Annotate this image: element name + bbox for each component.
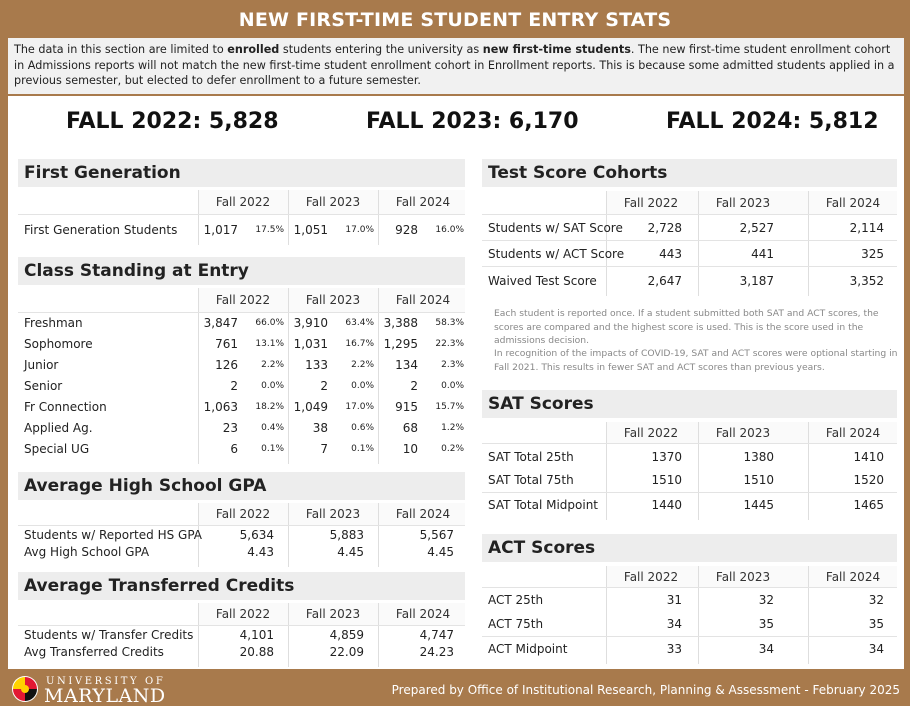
sat-row-label: SAT Total 75th (488, 473, 574, 487)
transfer-value: 4,747 (419, 628, 454, 642)
intro-text-1: The data in this section are limited to (14, 43, 228, 56)
act-col-header: Fall 2022 (623, 570, 679, 584)
class_standing-percent: 0.1% (261, 444, 284, 454)
intro-bold-2: new first-time students (482, 43, 631, 56)
transfer-heading: Average Transferred Credits (18, 572, 465, 600)
class_standing-value: 2 (320, 379, 328, 393)
test_cohorts-rule (482, 214, 897, 215)
transfer-value: 4,101 (239, 628, 274, 642)
class_standing-value: 3,847 (203, 316, 238, 330)
first_gen-row-label: First Generation Students (24, 223, 178, 237)
gpa-col-header: Fall 2022 (215, 507, 271, 521)
test_cohorts-rule (482, 266, 897, 267)
class_standing-value: 68 (402, 421, 418, 435)
class_standing-percent: 2.3% (441, 360, 464, 370)
act-value: 34 (758, 642, 774, 656)
gpa-heading: Average High School GPA (18, 472, 465, 500)
logo-maryland: MARYLAND (44, 685, 166, 706)
sat-row-label: SAT Total 25th (488, 450, 574, 464)
class_standing-percent: 63.4% (345, 318, 374, 328)
class_standing-value: 3,388 (383, 316, 418, 330)
class_standing-col-header: Fall 2023 (305, 293, 361, 307)
test_cohorts-rule (482, 240, 897, 241)
total-fall-2022: FALL 2022: 5,828 (66, 109, 279, 134)
sat-value: 1465 (853, 498, 884, 512)
class_standing-row-label: Junior (24, 358, 59, 372)
first_gen-percent: 16.0% (435, 225, 464, 235)
main-panel (8, 96, 904, 669)
class_standing-percent: 66.0% (255, 318, 284, 328)
gpa-value: 4.43 (247, 545, 274, 559)
class_standing-value: 2 (410, 379, 418, 393)
class_standing-percent: 2.2% (351, 360, 374, 370)
sat-col-header: Fall 2024 (825, 426, 881, 440)
class_standing-col-header: Fall 2022 (215, 293, 271, 307)
class_standing-percent: 22.3% (435, 339, 464, 349)
act-value: 34 (666, 617, 682, 631)
sat-col-header: Fall 2022 (623, 426, 679, 440)
test_cohorts-value: 3,352 (849, 274, 884, 288)
sat-value: 1510 (743, 473, 774, 487)
class_standing-percent: 58.3% (435, 318, 464, 328)
first_gen-percent: 17.5% (255, 225, 284, 235)
sat-value: 1440 (651, 498, 682, 512)
act-value: 31 (666, 593, 682, 607)
act-value: 32 (868, 593, 884, 607)
class_standing-divider (378, 288, 379, 464)
sat-row-label: SAT Total Midpoint (488, 498, 599, 512)
class_standing-value: 2 (230, 379, 238, 393)
transfer-col-header: Fall 2024 (395, 607, 451, 621)
transfer-value: 22.09 (329, 645, 364, 659)
class_standing-row-label: Fr Connection (24, 400, 107, 414)
test-note-1: Each student is reported once. If a student submitted both SAT and ACT scores, the scores are compared and the highest score is used. This is the score used in the admissions decision. (494, 308, 879, 346)
first_gen-value: 1,051 (293, 223, 328, 237)
test_cohorts-value: 443 (659, 247, 682, 261)
gpa-value: 5,567 (419, 528, 454, 542)
act-rule (482, 636, 897, 637)
test_cohorts-col-header: Fall 2024 (825, 196, 881, 210)
act-row-label: ACT 25th (488, 593, 544, 607)
class_standing-value: 1,031 (293, 337, 328, 351)
first_gen-col-header: Fall 2024 (395, 195, 451, 209)
sat-heading: SAT Scores (482, 390, 897, 418)
sat-rule (482, 492, 897, 493)
first_gen-value: 1,017 (203, 223, 238, 237)
class_standing-value: 1,049 (293, 400, 328, 414)
class_standing-value: 1,063 (203, 400, 238, 414)
gpa-row-label: Students w/ Reported HS GPA (24, 528, 203, 542)
act-value: 33 (666, 642, 682, 656)
class_standing-value: 7 (320, 442, 328, 456)
gpa-value: 4.45 (337, 545, 364, 559)
class_standing-row-label: Freshman (24, 316, 83, 330)
first_gen-percent: 17.0% (345, 225, 374, 235)
sat-rule (482, 443, 897, 444)
intro-text-2: students entering the university as (279, 43, 483, 56)
class_standing-percent: 0.2% (441, 444, 464, 454)
class_standing-value: 761 (215, 337, 238, 351)
act-value: 35 (758, 617, 774, 631)
first_gen-col-header: Fall 2022 (215, 195, 271, 209)
class_standing-row-label: Special UG (24, 442, 90, 456)
test_cohorts-row-label: Students w/ ACT Score (488, 247, 625, 261)
class_standing-percent: 17.0% (345, 402, 374, 412)
sat-value: 1370 (651, 450, 682, 464)
gpa-col-header: Fall 2024 (395, 507, 451, 521)
test_cohorts-value: 2,527 (739, 221, 774, 235)
transfer-value: 20.88 (239, 645, 274, 659)
cohort-totals (8, 96, 904, 152)
class_standing-percent: 15.7% (435, 402, 464, 412)
class_standing-percent: 13.1% (255, 339, 284, 349)
transfer-row-label: Students w/ Transfer Credits (24, 628, 194, 642)
sat-value: 1510 (651, 473, 682, 487)
class_standing-percent: 16.7% (345, 339, 374, 349)
class_standing-value: 3,910 (293, 316, 328, 330)
intro-bold-1: enrolled (227, 43, 280, 56)
sat-value: 1380 (743, 450, 774, 464)
class_standing-percent: 1.2% (441, 423, 464, 433)
intro-text (8, 38, 904, 94)
act-col-header: Fall 2023 (715, 570, 771, 584)
class_standing-value: 10 (402, 442, 418, 456)
test_cohorts-heading: Test Score Cohorts (482, 159, 897, 187)
test_cohorts-value: 2,728 (647, 221, 682, 235)
gpa-rule (18, 525, 465, 526)
class_standing-divider (288, 288, 289, 464)
test_cohorts-value: 2,647 (647, 274, 682, 288)
class_standing-row-label: Sophomore (24, 337, 93, 351)
first_gen-heading: First Generation (18, 159, 465, 187)
test_cohorts-value: 441 (751, 247, 774, 261)
transfer-row-label: Avg Transferred Credits (24, 645, 164, 659)
footer-credit: Prepared by Office of Institutional Research, Planning & Assessment - February 2025 (391, 683, 900, 697)
gpa-col-header: Fall 2023 (305, 507, 361, 521)
gpa-value: 4.45 (427, 545, 454, 559)
class_standing-value: 38 (312, 421, 328, 435)
class_standing-row-label: Applied Ag. (24, 421, 93, 435)
total-fall-2024: FALL 2024: 5,812 (666, 109, 879, 134)
gpa-value: 5,634 (239, 528, 274, 542)
act-heading: ACT Scores (482, 534, 897, 562)
test_cohorts-value: 2,114 (849, 221, 884, 235)
act-value: 32 (758, 593, 774, 607)
class_standing-rule (18, 312, 465, 313)
class_standing-percent: 0.1% (351, 444, 374, 454)
act-value: 35 (868, 617, 884, 631)
class_standing-value: 126 (215, 358, 238, 372)
class_standing-percent: 0.0% (351, 381, 374, 391)
class_standing-value: 134 (395, 358, 418, 372)
class_standing-percent: 18.2% (255, 402, 284, 412)
intro-text-3: . The new first-time student enrollment cohort in Admissions reports will not match the new first-time student enrollment cohort in Enrollment reports. This is because some admitted students applied in a previous semester, but elected to defer enrollment to a future semester. (14, 43, 895, 87)
first_gen-col-header: Fall 2023 (305, 195, 361, 209)
gpa-value: 5,883 (329, 528, 364, 542)
test-note-2: In recognition of the impacts of COVID-19, SAT and ACT scores were optional starting in Fall 2021. This results in fewer SAT and ACT scores than previous years. (494, 348, 898, 373)
class_standing-value: 915 (395, 400, 418, 414)
transfer-rule (18, 625, 465, 626)
test_cohorts-value: 3,187 (739, 274, 774, 288)
gpa-row-label: Avg High School GPA (24, 545, 150, 559)
act-rule (482, 587, 897, 588)
page-title: NEW FIRST-TIME STUDENT ENTRY STATS (0, 0, 910, 38)
umd-shield-icon (8, 674, 42, 704)
act-value: 34 (868, 642, 884, 656)
first_gen-value: 928 (395, 223, 418, 237)
transfer-col-header: Fall 2023 (305, 607, 361, 621)
transfer-value: 24.23 (419, 645, 454, 659)
test_cohorts-col-header: Fall 2023 (715, 196, 771, 210)
test_cohorts-row-label: Waived Test Score (488, 274, 597, 288)
act-col-header: Fall 2024 (825, 570, 881, 584)
sat-value: 1410 (853, 450, 884, 464)
test_cohorts-col-header: Fall 2022 (623, 196, 679, 210)
class_standing-heading: Class Standing at Entry (18, 257, 465, 285)
class_standing-percent: 0.6% (351, 423, 374, 433)
sat-value: 1445 (743, 498, 774, 512)
logo-university-of: UNIVERSITY OF (46, 676, 166, 687)
class_standing-value: 6 (230, 442, 238, 456)
sat-value: 1520 (853, 473, 884, 487)
class_standing-percent: 2.2% (261, 360, 284, 370)
sat-col-header: Fall 2023 (715, 426, 771, 440)
class_standing-percent: 0.0% (261, 381, 284, 391)
total-fall-2023: FALL 2023: 6,170 (366, 109, 579, 134)
transfer-col-header: Fall 2022 (215, 607, 271, 621)
class_standing-percent: 0.0% (441, 381, 464, 391)
transfer-value: 4,859 (329, 628, 364, 642)
class_standing-col-header: Fall 2024 (395, 293, 451, 307)
act-row-label: ACT Midpoint (488, 642, 568, 656)
first_gen-rule (18, 214, 465, 215)
test_cohorts-row-label: Students w/ SAT Score (488, 221, 623, 235)
class_standing-value: 1,295 (383, 337, 418, 351)
class_standing-row-label: Senior (24, 379, 63, 393)
class_standing-percent: 0.4% (261, 423, 284, 433)
act-row-label: ACT 75th (488, 617, 544, 631)
class_standing-value: 133 (305, 358, 328, 372)
class_standing-value: 23 (222, 421, 238, 435)
class_standing-divider (198, 288, 199, 464)
test_cohorts-value: 325 (861, 247, 884, 261)
